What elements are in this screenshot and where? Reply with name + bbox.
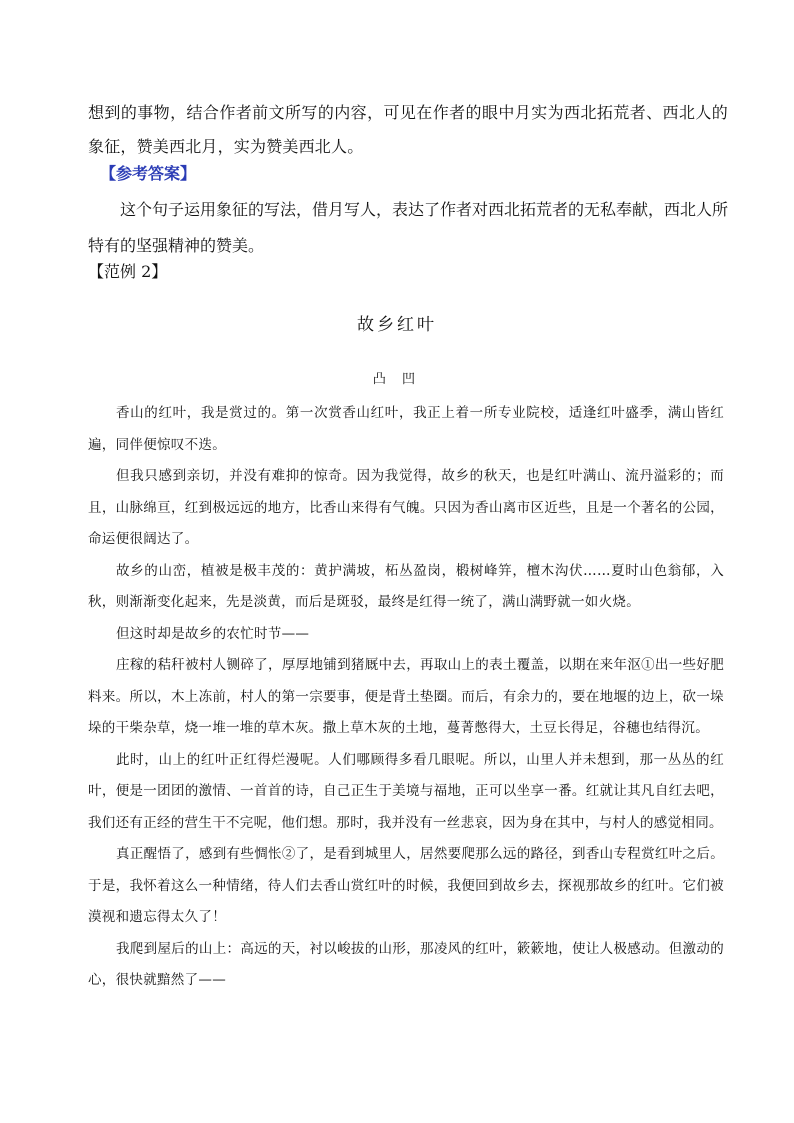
essay-paragraph: 真正醒悟了，感到有些惆怅②了，是看到城里人，居然要爬那么远的路径，到香山专程赏红叶之后。于是，我怀着这么一种情绪，待人们去香山赏红叶的时候，我便回到故乡去，探视那故乡的红叶。它们被漠视和遗忘得太久了！ [88, 846, 724, 925]
essay-paragraph: 我爬到屋后的山上：高远的天，衬以峻拔的山形，那凌风的红叶，簌簌地，使让人极感动。但激动的心，很快就黯然了—— [88, 940, 724, 988]
example-label: 【范例 2】 [88, 262, 168, 281]
essay-title: 故乡红叶 [357, 315, 437, 335]
essay-paragraph: 但这时却是故乡的农忙时节—— [116, 625, 310, 642]
essay-author: 凸 凹 [372, 372, 422, 387]
essay-paragraph: 香山的红叶，我是赏过的。第一次赏香山红叶，我正上着一所专业院校，适逢红叶盛季，满山皆红遍，同伴便惊叹不迭。 [88, 405, 724, 453]
essay-body [88, 398, 724, 997]
essay-paragraph: 庄稼的秸秆被村人铡碎了，厚厚地铺到猪厩中去，再取山上的表土覆盖，以期在来年沤①出一些好肥料来。所以，木上冻前，村人的第一宗要事，便是背土垫圈。而后，有余力的，要在地堰的边上，砍一垛垛的干柴杂草，烧一堆一堆的草木灰。撒上草木灰的土地，蔓菁憋得大，土豆长得足，谷穗也结得沉。 [88, 657, 724, 736]
answer-paragraph: 这个句子运用象征的写法，借月写人，表达了作者对西北拓荒者的无私奉献，西北人所特有的坚强精神的赞美。 [88, 200, 729, 255]
answer-text [88, 192, 728, 264]
essay-paragraph: 此时，山上的红叶正红得烂漫呢。人们哪顾得多看几眼呢。所以，山里人并未想到，那一丛丛的红叶，便是一团团的激情、一首首的诗，自己正生于美境与福地，正可以坐享一番。红就让其凡自红去吧，我们还有正经的营生干不完呢，他们想。那时，我并没有一丝悲哀，因为身在其中，与村人的感觉相同。 [88, 751, 724, 831]
essay-paragraph: 故乡的山峦，植被是极丰茂的：黄护满坡，柘丛盈岗，椴树峰笄，檀木沟伏……夏时山色翁郁，入秋，则渐渐变化起来，先是淡黄，而后是斑驳，最终是红得一统了，满山满野就一如火烧。 [88, 562, 724, 610]
essay-paragraph: 但我只感到亲切，并没有难抑的惊奇。因为我觉得，故乡的秋天，也是红叶满山、流丹溢彩的；而且，山脉绵亘，红到极远远的地方，比香山来得有气魄。只因为香山离市区近些，且是一个著名的公园，命运便很阔达了。 [88, 468, 724, 547]
analysis-paragraph: 想到的事物，结合作者前文所写的内容，可见在作者的眼中月实为西北拓荒者、西北人的象征，赞美西北月，实为赞美西北人。 [88, 103, 728, 156]
answer-heading: 【参考答案】 [100, 164, 197, 183]
analysis-text [88, 96, 728, 164]
